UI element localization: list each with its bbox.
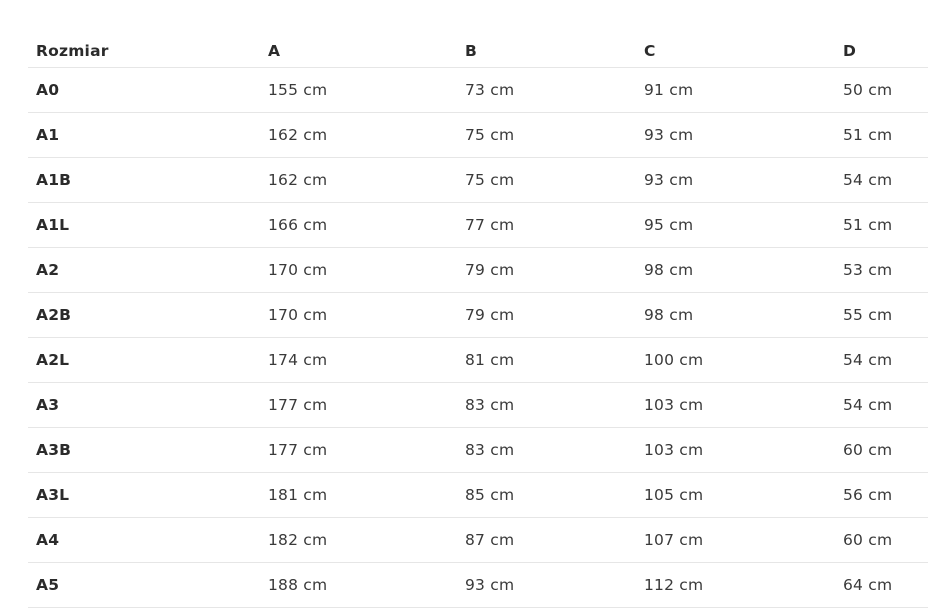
size-name-cell: A1	[28, 113, 260, 158]
measure-c-cell: 98 cm	[636, 248, 835, 293]
measure-c-cell: 112 cm	[636, 563, 835, 608]
table-row	[28, 383, 928, 428]
measure-a-cell: 182 cm	[260, 518, 457, 563]
measure-c-cell: 103 cm	[636, 428, 835, 473]
size-name-cell: A3L	[28, 473, 260, 518]
measure-a-cell: 188 cm	[260, 563, 457, 608]
measure-a-cell: 170 cm	[260, 248, 457, 293]
table-row	[28, 203, 928, 248]
measure-c-cell: 103 cm	[636, 383, 835, 428]
size-name-cell: A5	[28, 563, 260, 608]
measure-b-cell: 79 cm	[457, 293, 636, 338]
size-name-cell: A2B	[28, 293, 260, 338]
measure-b-cell: 83 cm	[457, 428, 636, 473]
size-name-cell: A2L	[28, 338, 260, 383]
measure-c-cell: 93 cm	[636, 113, 835, 158]
table-row	[28, 518, 928, 563]
size-name-cell: A3B	[28, 428, 260, 473]
measure-a-cell: 162 cm	[260, 158, 457, 203]
measure-b-cell: 85 cm	[457, 473, 636, 518]
measure-c-cell: 93 cm	[636, 158, 835, 203]
table-row	[28, 473, 928, 518]
size-chart-table	[28, 28, 928, 608]
size-name-cell: A2	[28, 248, 260, 293]
measure-c-cell: 91 cm	[636, 68, 835, 113]
measure-c-cell: 107 cm	[636, 518, 835, 563]
measure-d-cell: 56 cm	[835, 473, 928, 518]
size-name-cell: A1L	[28, 203, 260, 248]
measure-b-cell: 75 cm	[457, 113, 636, 158]
measure-b-cell: 75 cm	[457, 158, 636, 203]
measure-c-cell: 100 cm	[636, 338, 835, 383]
measure-b-cell: 73 cm	[457, 68, 636, 113]
size-name-cell: A4	[28, 518, 260, 563]
measure-a-cell: 170 cm	[260, 293, 457, 338]
table-row	[28, 338, 928, 383]
measure-c-cell: 105 cm	[636, 473, 835, 518]
measure-d-cell: 55 cm	[835, 293, 928, 338]
header-b: B	[457, 28, 636, 68]
table-row	[28, 248, 928, 293]
table-row	[28, 293, 928, 338]
measure-d-cell: 51 cm	[835, 113, 928, 158]
size-name-cell: A0	[28, 68, 260, 113]
measure-a-cell: 166 cm	[260, 203, 457, 248]
measure-d-cell: 54 cm	[835, 383, 928, 428]
measure-d-cell: 50 cm	[835, 68, 928, 113]
measure-d-cell: 51 cm	[835, 203, 928, 248]
table-row	[28, 563, 928, 608]
table-row	[28, 158, 928, 203]
measure-d-cell: 60 cm	[835, 428, 928, 473]
header-d: D	[835, 28, 928, 68]
measure-a-cell: 162 cm	[260, 113, 457, 158]
measure-a-cell: 177 cm	[260, 383, 457, 428]
header-c: C	[636, 28, 835, 68]
measure-d-cell: 53 cm	[835, 248, 928, 293]
measure-d-cell: 54 cm	[835, 338, 928, 383]
measure-a-cell: 174 cm	[260, 338, 457, 383]
measure-b-cell: 83 cm	[457, 383, 636, 428]
measure-a-cell: 177 cm	[260, 428, 457, 473]
measure-c-cell: 95 cm	[636, 203, 835, 248]
table-row	[28, 428, 928, 473]
measure-b-cell: 87 cm	[457, 518, 636, 563]
measure-d-cell: 60 cm	[835, 518, 928, 563]
measure-d-cell: 54 cm	[835, 158, 928, 203]
table-row	[28, 113, 928, 158]
measure-c-cell: 98 cm	[636, 293, 835, 338]
table-header-row	[28, 28, 928, 68]
table-row	[28, 68, 928, 113]
size-name-cell: A1B	[28, 158, 260, 203]
measure-b-cell: 79 cm	[457, 248, 636, 293]
header-a: A	[260, 28, 457, 68]
measure-b-cell: 81 cm	[457, 338, 636, 383]
measure-a-cell: 155 cm	[260, 68, 457, 113]
measure-b-cell: 93 cm	[457, 563, 636, 608]
measure-d-cell: 64 cm	[835, 563, 928, 608]
size-name-cell: A3	[28, 383, 260, 428]
measure-a-cell: 181 cm	[260, 473, 457, 518]
measure-b-cell: 77 cm	[457, 203, 636, 248]
header-size: Rozmiar	[28, 28, 260, 68]
